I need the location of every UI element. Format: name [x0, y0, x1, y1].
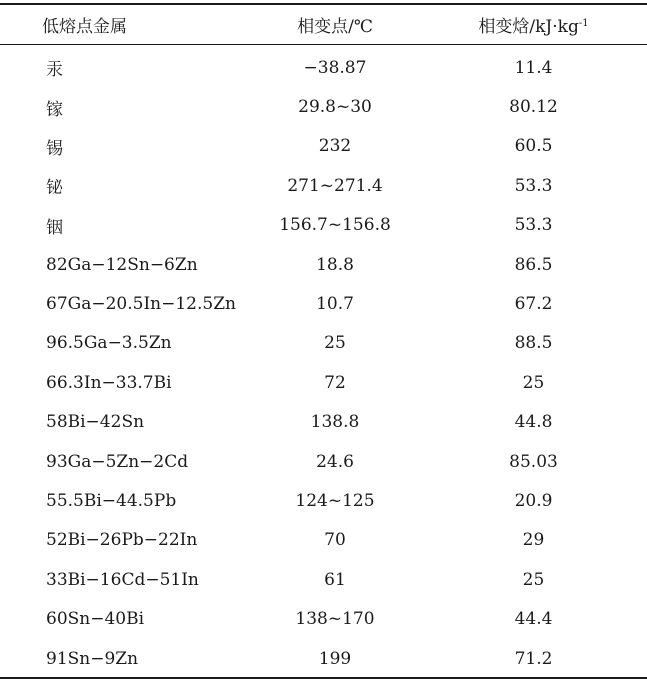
- cell-metal: 60Sn−40Bi: [46, 609, 145, 630]
- header-metal: 低熔点金属: [42, 17, 127, 37]
- cell-enthalpy: 25: [522, 372, 545, 393]
- cell-enthalpy: 60.5: [514, 136, 553, 157]
- header-enthalpy-exponent: -1: [578, 18, 589, 29]
- cell-transition-point: 138.8: [310, 412, 360, 433]
- cell-transition-point: 61: [324, 569, 346, 590]
- table-row: [0, 206, 647, 245]
- cell-enthalpy: 20.9: [514, 490, 553, 511]
- cell-enthalpy: 71.2: [514, 648, 553, 669]
- cell-enthalpy: 53.3: [514, 215, 553, 236]
- cell-metal: 铟: [46, 217, 63, 238]
- table-row: [0, 245, 647, 284]
- cell-metal: 82Ga−12Sn−6Zn: [46, 254, 198, 275]
- table-row: [0, 599, 647, 638]
- cell-metal: 55.5Bi−44.5Pb: [46, 490, 177, 511]
- cell-enthalpy: 11.4: [514, 57, 553, 78]
- cell-metal: 33Bi−16Cd−51In: [46, 569, 199, 590]
- cell-enthalpy: 44.4: [514, 609, 553, 630]
- cell-metal: 67Ga−20.5In−12.5Zn: [46, 294, 236, 315]
- cell-transition-point: 10.7: [316, 294, 354, 315]
- table-row: [0, 127, 647, 166]
- cell-transition-point: −38.87: [303, 57, 367, 78]
- table-row: [0, 639, 647, 678]
- cell-transition-point: 70: [324, 530, 346, 551]
- cell-enthalpy: 53.3: [514, 175, 553, 196]
- cell-metal: 汞: [46, 60, 63, 81]
- cell-metal: 52Bi−26Pb−22In: [46, 530, 198, 551]
- cell-transition-point: 156.7~156.8: [279, 215, 391, 236]
- cell-transition-point: 29.8~30: [298, 97, 372, 118]
- cell-metal: 91Sn−9Zn: [46, 648, 139, 669]
- cell-metal: 锡: [46, 138, 63, 159]
- cell-enthalpy: 86.5: [514, 254, 553, 275]
- cell-enthalpy: 67.2: [514, 294, 553, 315]
- table-header-row: [0, 5, 647, 44]
- table-row: [0, 166, 647, 205]
- table-row: [0, 363, 647, 402]
- table-row: [0, 481, 647, 520]
- header-enthalpy: [420, 12, 647, 37]
- header-enthalpy-label: 相变焓/kJ·kg: [478, 17, 579, 37]
- table-row: [0, 284, 647, 323]
- table-row: [0, 442, 647, 481]
- cell-metal: 58Bi−42Sn: [46, 412, 145, 433]
- cell-enthalpy: 29: [522, 530, 545, 551]
- table-row: [0, 403, 647, 442]
- cell-transition-point: 271~271.4: [287, 175, 383, 196]
- cell-transition-point: 24.6: [316, 451, 354, 472]
- cell-metal: 93Ga−5Zn−2Cd: [46, 451, 189, 472]
- header-transition-point: 相变点/℃: [297, 17, 373, 37]
- cell-transition-point: 72: [324, 372, 346, 393]
- cell-enthalpy: 80.12: [509, 97, 558, 118]
- table-row: [0, 87, 647, 126]
- cell-metal: 镓: [46, 99, 63, 120]
- cell-metal: 铋: [46, 178, 63, 199]
- table-row: [0, 324, 647, 363]
- table-body: [0, 48, 647, 678]
- cell-transition-point: 25: [324, 333, 346, 354]
- cell-metal: 66.3In−33.7Bi: [46, 372, 172, 393]
- cell-metal: 96.5Ga−3.5Zn: [46, 333, 172, 354]
- table-row: [0, 48, 647, 87]
- cell-transition-point: 124~125: [295, 490, 375, 511]
- cell-transition-point: 232: [318, 136, 352, 157]
- table-bottom-rule: [0, 677, 647, 679]
- cell-enthalpy: 85.03: [509, 451, 558, 472]
- cell-transition-point: 18.8: [316, 254, 354, 275]
- cell-enthalpy: 44.8: [514, 412, 553, 433]
- cell-transition-point: 138~170: [295, 609, 375, 630]
- table-header-rule: [0, 44, 647, 45]
- cell-enthalpy: 25: [522, 569, 545, 590]
- table-row: [0, 560, 647, 599]
- table-row: [0, 521, 647, 560]
- cell-enthalpy: 88.5: [514, 333, 553, 354]
- cell-transition-point: 199: [318, 648, 352, 669]
